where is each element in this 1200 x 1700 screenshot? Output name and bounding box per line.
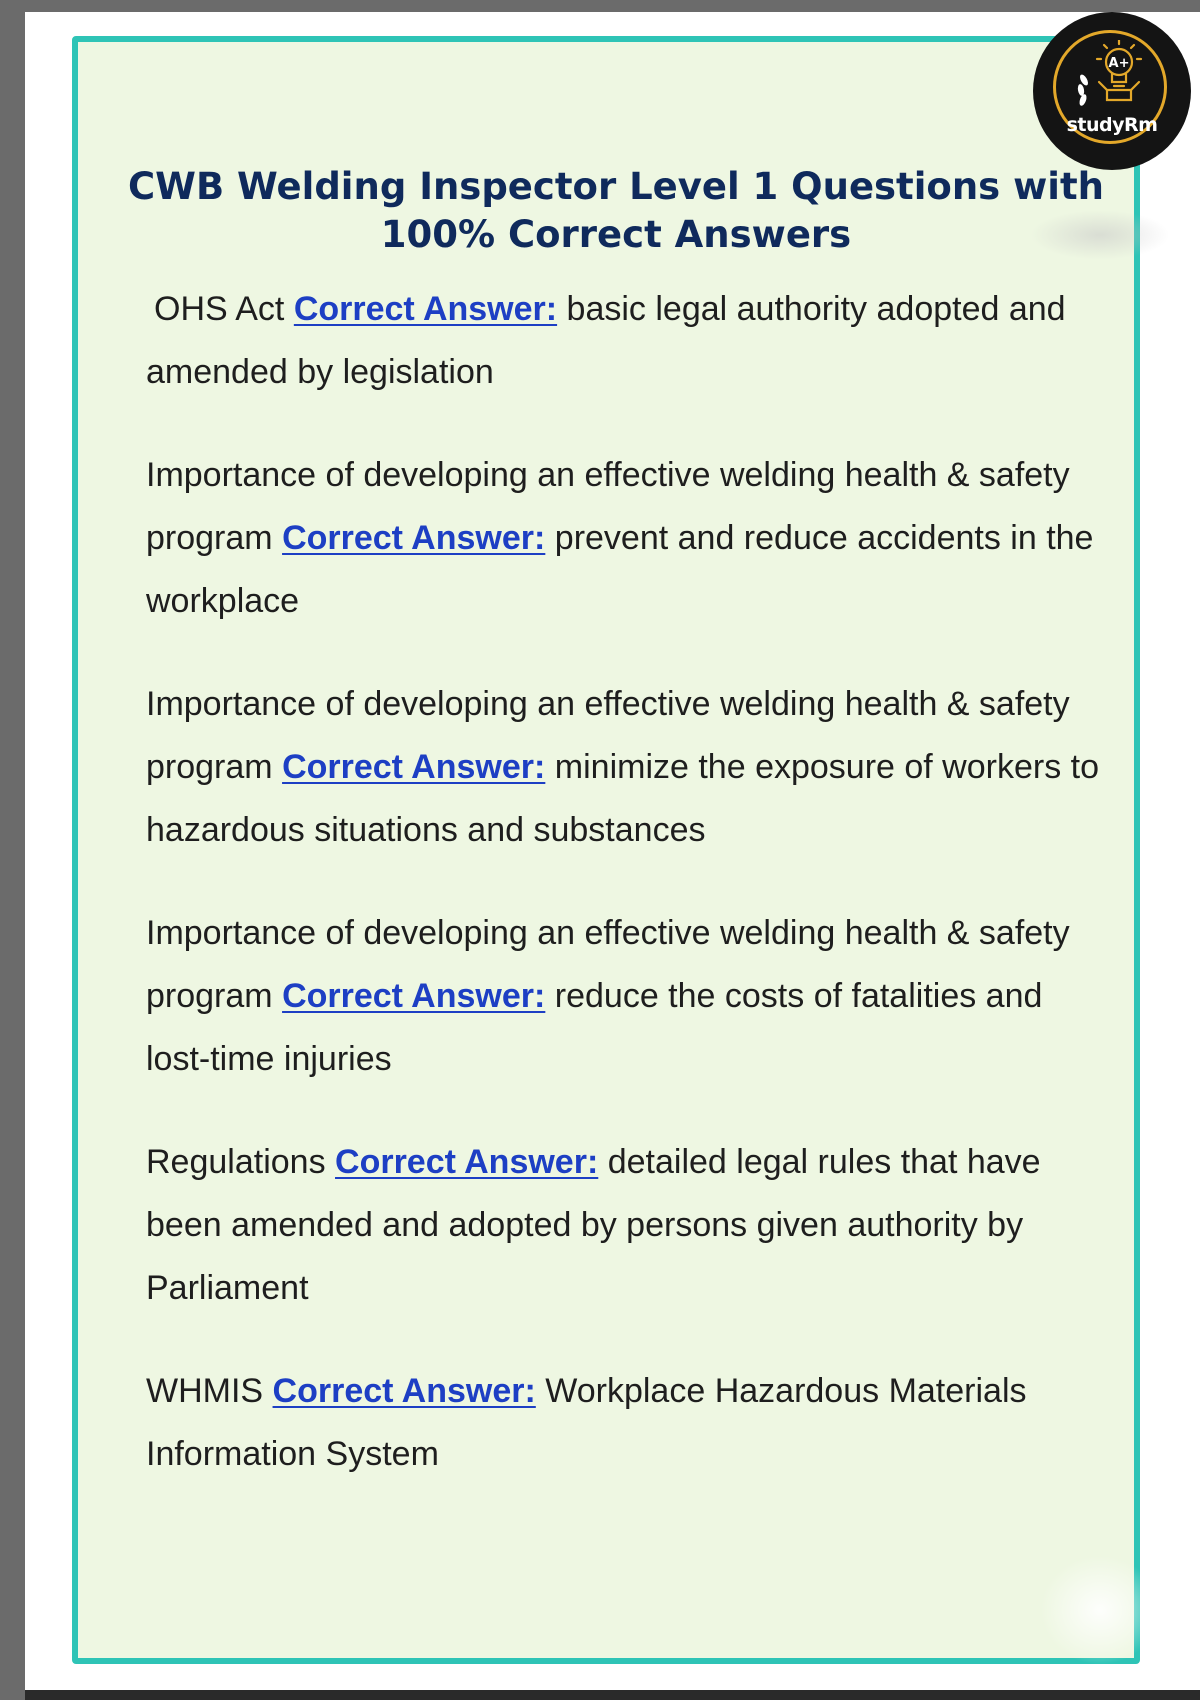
studyrm-logo (1033, 12, 1191, 170)
qa-item (146, 1360, 1106, 1486)
logo-text: studyRm (1066, 114, 1158, 136)
question-text: OHS Act (154, 290, 285, 328)
answer-text: prevent and reduce accidents in the workplace (146, 519, 1094, 620)
answer-label-link[interactable]: Correct Answer: (272, 1372, 536, 1410)
answer-text: detailed legal rules that have been amended and adopted by persons given authority by Parliament (146, 1143, 1041, 1307)
question-text: Regulations (146, 1143, 326, 1181)
answer-text: reduce the costs of fatalities and lost-time injuries (146, 977, 1043, 1078)
answer-label-link[interactable]: Correct Answer: (293, 290, 558, 328)
question-text: Importance of developing an effective welding health & safety program (146, 456, 1070, 557)
answer-text: Workplace Hazardous Materials Information System (146, 1372, 1027, 1473)
lightbulb-laurel-icon (1071, 40, 1153, 110)
answer-label-link[interactable]: Correct Answer: (282, 977, 546, 1015)
answer-label-link[interactable]: Correct Answer: (282, 519, 546, 557)
logo-badge-text: A+ (1108, 56, 1130, 71)
page-bottom-edge (25, 1690, 1200, 1700)
answer-label-link[interactable]: Correct Answer: (282, 748, 546, 786)
answer-label-link[interactable]: Correct Answer: (335, 1143, 599, 1181)
answer-text: minimize the exposure of workers to hazardous situations and substances (146, 748, 1099, 849)
decorative-glow-bottom (1040, 1555, 1160, 1665)
qa-item (146, 1131, 1106, 1320)
qa-item (146, 278, 1106, 404)
page-title: CWB Welding Inspector Level 1 Questions with 100% Correct Answers (128, 165, 1104, 256)
qa-item (146, 902, 1106, 1091)
answer-text: basic legal authority adopted and amended by legislation (146, 290, 1066, 391)
question-text: Importance of developing an effective welding health & safety program (146, 914, 1070, 1015)
question-text: Importance of developing an effective welding health & safety program (146, 685, 1070, 786)
qa-list (146, 278, 1106, 1526)
question-text: WHMIS (146, 1372, 264, 1410)
qa-item (146, 444, 1106, 633)
qa-item (146, 673, 1106, 862)
